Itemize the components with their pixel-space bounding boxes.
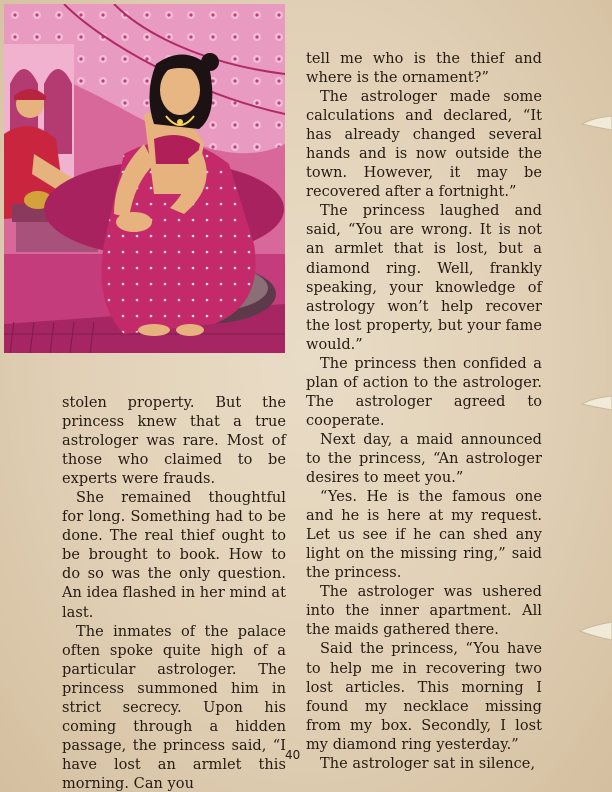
paragraph: “Yes. He is the famous one and he is here at my request. Let us see if he can shed any light on the missing ring,” said the princess.: [306, 489, 542, 582]
paragraph: She remained thoughtful for long. Something had to be done. The real thief ought to be brought to book. How to do so was the only question. An idea flashed in her mind at last.: [62, 490, 286, 621]
paragraph: Next day, a maid announced to the princess, “An astrologer desires to meet you.”: [306, 431, 542, 487]
paragraph: The astrologer sat in silence,: [320, 755, 536, 772]
paragraph: tell me who is the thief and where is the ornament?”: [306, 51, 542, 87]
paragraph: The astrologer made some calculations and declared, “It has already changed several hands and is now outside the town. However, it may be recovered after a fortnight.”: [306, 89, 542, 201]
page-number: 40: [285, 748, 301, 762]
princess-and-astrologer-illustration: [4, 4, 285, 353]
page-edge-mark: [564, 110, 612, 136]
page-edge-mark: [564, 390, 612, 416]
paragraph: The princess then confided a plan of action to the astrologer. The astrologer agreed to cooperate.: [306, 355, 542, 429]
right-text-column: [306, 50, 542, 774]
page-edge-mark: [564, 618, 612, 644]
paragraph: stolen property. But the princess knew that a true astrologer was rare. Most of those who claimed to be experts were frauds.: [62, 395, 286, 488]
paragraph: The princess laughed and said, “You are wrong. It is not an armlet that is lost, but a diamond ring. Well, frankly speaking, your knowledge of astrology won’t help recover the lost property, but your fame would.”: [306, 203, 542, 353]
left-text-column: [62, 394, 286, 792]
paragraph: Said the princess, “You have to help me in recovering two lost articles. This morning I found my necklace missing from my box. Secondly, I lost my diamond ring yesterday.”: [306, 641, 542, 753]
paragraph: The inmates of the palace often spoke quite high of a particular astrologer. The princess summoned him in strict secrecy. Upon his coming through a hidden passage, the princess said, “I have lost an armlet this morning. Can you: [62, 623, 286, 792]
paragraph: The astrologer was ushered into the inner apartment. All the maids gathered there.: [306, 584, 542, 639]
